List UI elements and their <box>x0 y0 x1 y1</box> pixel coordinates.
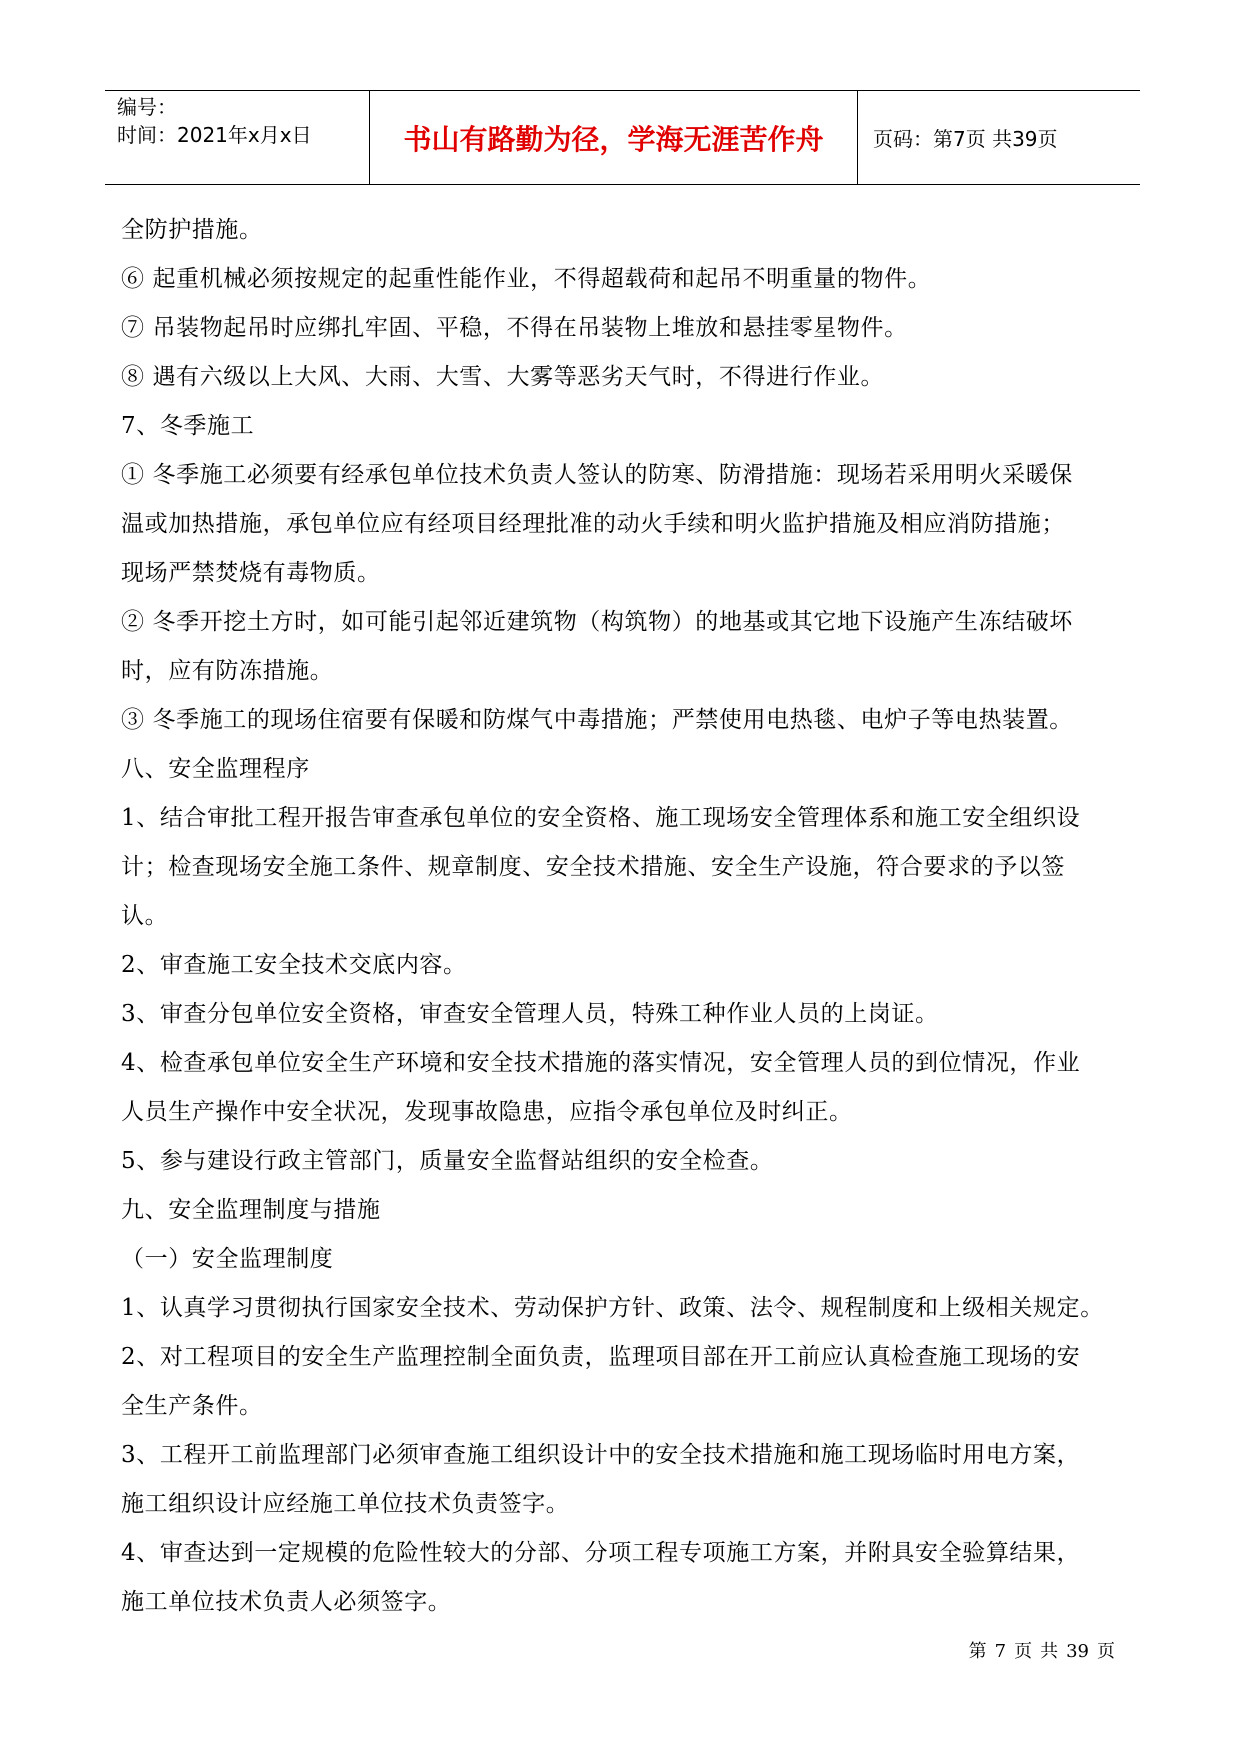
footer-page-unit: 页 <box>1014 1641 1033 1662</box>
text-line: 2、审查施工安全技术交底内容。 <box>121 952 467 978</box>
header-motto: 书山有路勤为径，学海无涯苦作舟 <box>403 122 824 156</box>
text-line: ① 冬季施工必须要有经承包单位技术负责人签认的防寒、防滑措施：现场若采用明火采暖保 <box>121 462 1073 488</box>
text-line: 计；检查现场安全施工条件、规章制度、安全技术措施、安全生产设施，符合要求的予以签 <box>121 854 1065 880</box>
text-line: 2、对工程项目的安全生产监理控制全面负责，监理项目部在开工前应认真检查施工现场的安 <box>121 1344 1081 1370</box>
text-line: 温或加热措施，承包单位应有经项目经理批准的动火手续和明火监护措施及相应消防措施； <box>121 511 1065 537</box>
footer-total-unit: 页 <box>1097 1641 1115 1662</box>
subsection-heading: （一）安全监理制度 <box>121 1246 334 1272</box>
text-line: 5、参与建设行政主管部门，质量安全监督站组织的安全检查。 <box>121 1148 774 1174</box>
text-line: 现场严禁焚烧有毒物质。 <box>121 560 381 586</box>
header-meta <box>117 93 312 149</box>
page-footer <box>969 1637 1123 1663</box>
text-line: 人员生产操作中安全状况，发现事故隐患，应指令承包单位及时纠正。 <box>121 1099 853 1125</box>
section-heading: 九、安全监理制度与措施 <box>121 1197 381 1223</box>
footer-total-prefix: 共 <box>1040 1641 1059 1662</box>
text-line: 全防护措施。 <box>121 217 263 243</box>
text-line: 4、审查达到一定规模的危险性较大的分部、分项工程专项施工方案，并附具安全验算结果， <box>121 1540 1081 1566</box>
header-divider <box>857 91 858 184</box>
header-page-label: 页码：第7页 共39页 <box>873 127 1058 151</box>
text-line: 认。 <box>121 903 169 929</box>
footer-page-number: 7 <box>994 1641 1007 1662</box>
text-line: 3、审查分包单位安全资格，审查安全管理人员，特殊工种作业人员的上岗证。 <box>121 1001 939 1027</box>
text-line: ⑦ 吊装物起吊时应绑扎牢固、平稳，不得在吊装物上堆放和悬挂零星物件。 <box>121 315 908 341</box>
header-number-label: 编号： <box>117 95 177 119</box>
section-heading: 八、安全监理程序 <box>121 756 310 782</box>
text-line: 施工单位技术负责人必须签字。 <box>121 1589 452 1615</box>
text-line: ⑧ 遇有六级以上大风、大雨、大雪、大雾等恶劣天气时，不得进行作业。 <box>121 364 885 390</box>
text-line: 1、结合审批工程开报告审查承包单位的安全资格、施工现场安全管理体系和施工安全组织设 <box>121 805 1081 831</box>
text-line: 1、认真学习贯彻执行国家安全技术、劳动保护方针、政策、法令、规程制度和上级相关规定。 <box>121 1295 1104 1321</box>
text-line: 7、冬季施工 <box>121 413 255 439</box>
text-line: ⑥ 起重机械必须按规定的起重性能作业，不得超载荷和起吊不明重量的物件。 <box>121 266 932 292</box>
text-line: 4、检查承包单位安全生产环境和安全技术措施的落实情况，安全管理人员的到位情况，作业 <box>121 1050 1081 1076</box>
text-line: 施工组织设计应经施工单位技术负责签字。 <box>121 1491 570 1517</box>
text-line: 时，应有防冻措施。 <box>121 658 334 684</box>
footer-page-prefix: 第 <box>968 1641 987 1662</box>
header-time-label: 时间：2021年x月x日 <box>117 123 312 147</box>
text-line: ② 冬季开挖土方时，如可能引起邻近建筑物（构筑物）的地基或其它地下设施产生冻结破坏 <box>121 609 1073 635</box>
footer-total-number: 39 <box>1066 1641 1089 1662</box>
page-header <box>105 90 1140 185</box>
document-body <box>121 206 1131 1627</box>
text-line: 3、工程开工前监理部门必须审查施工组织设计中的安全技术措施和施工现场临时用电方案， <box>121 1442 1081 1468</box>
text-line: ③ 冬季施工的现场住宿要有保暖和防煤气中毒措施；严禁使用电热毯、电炉子等电热装置。 <box>121 707 1073 733</box>
text-line: 全生产条件。 <box>121 1393 263 1419</box>
